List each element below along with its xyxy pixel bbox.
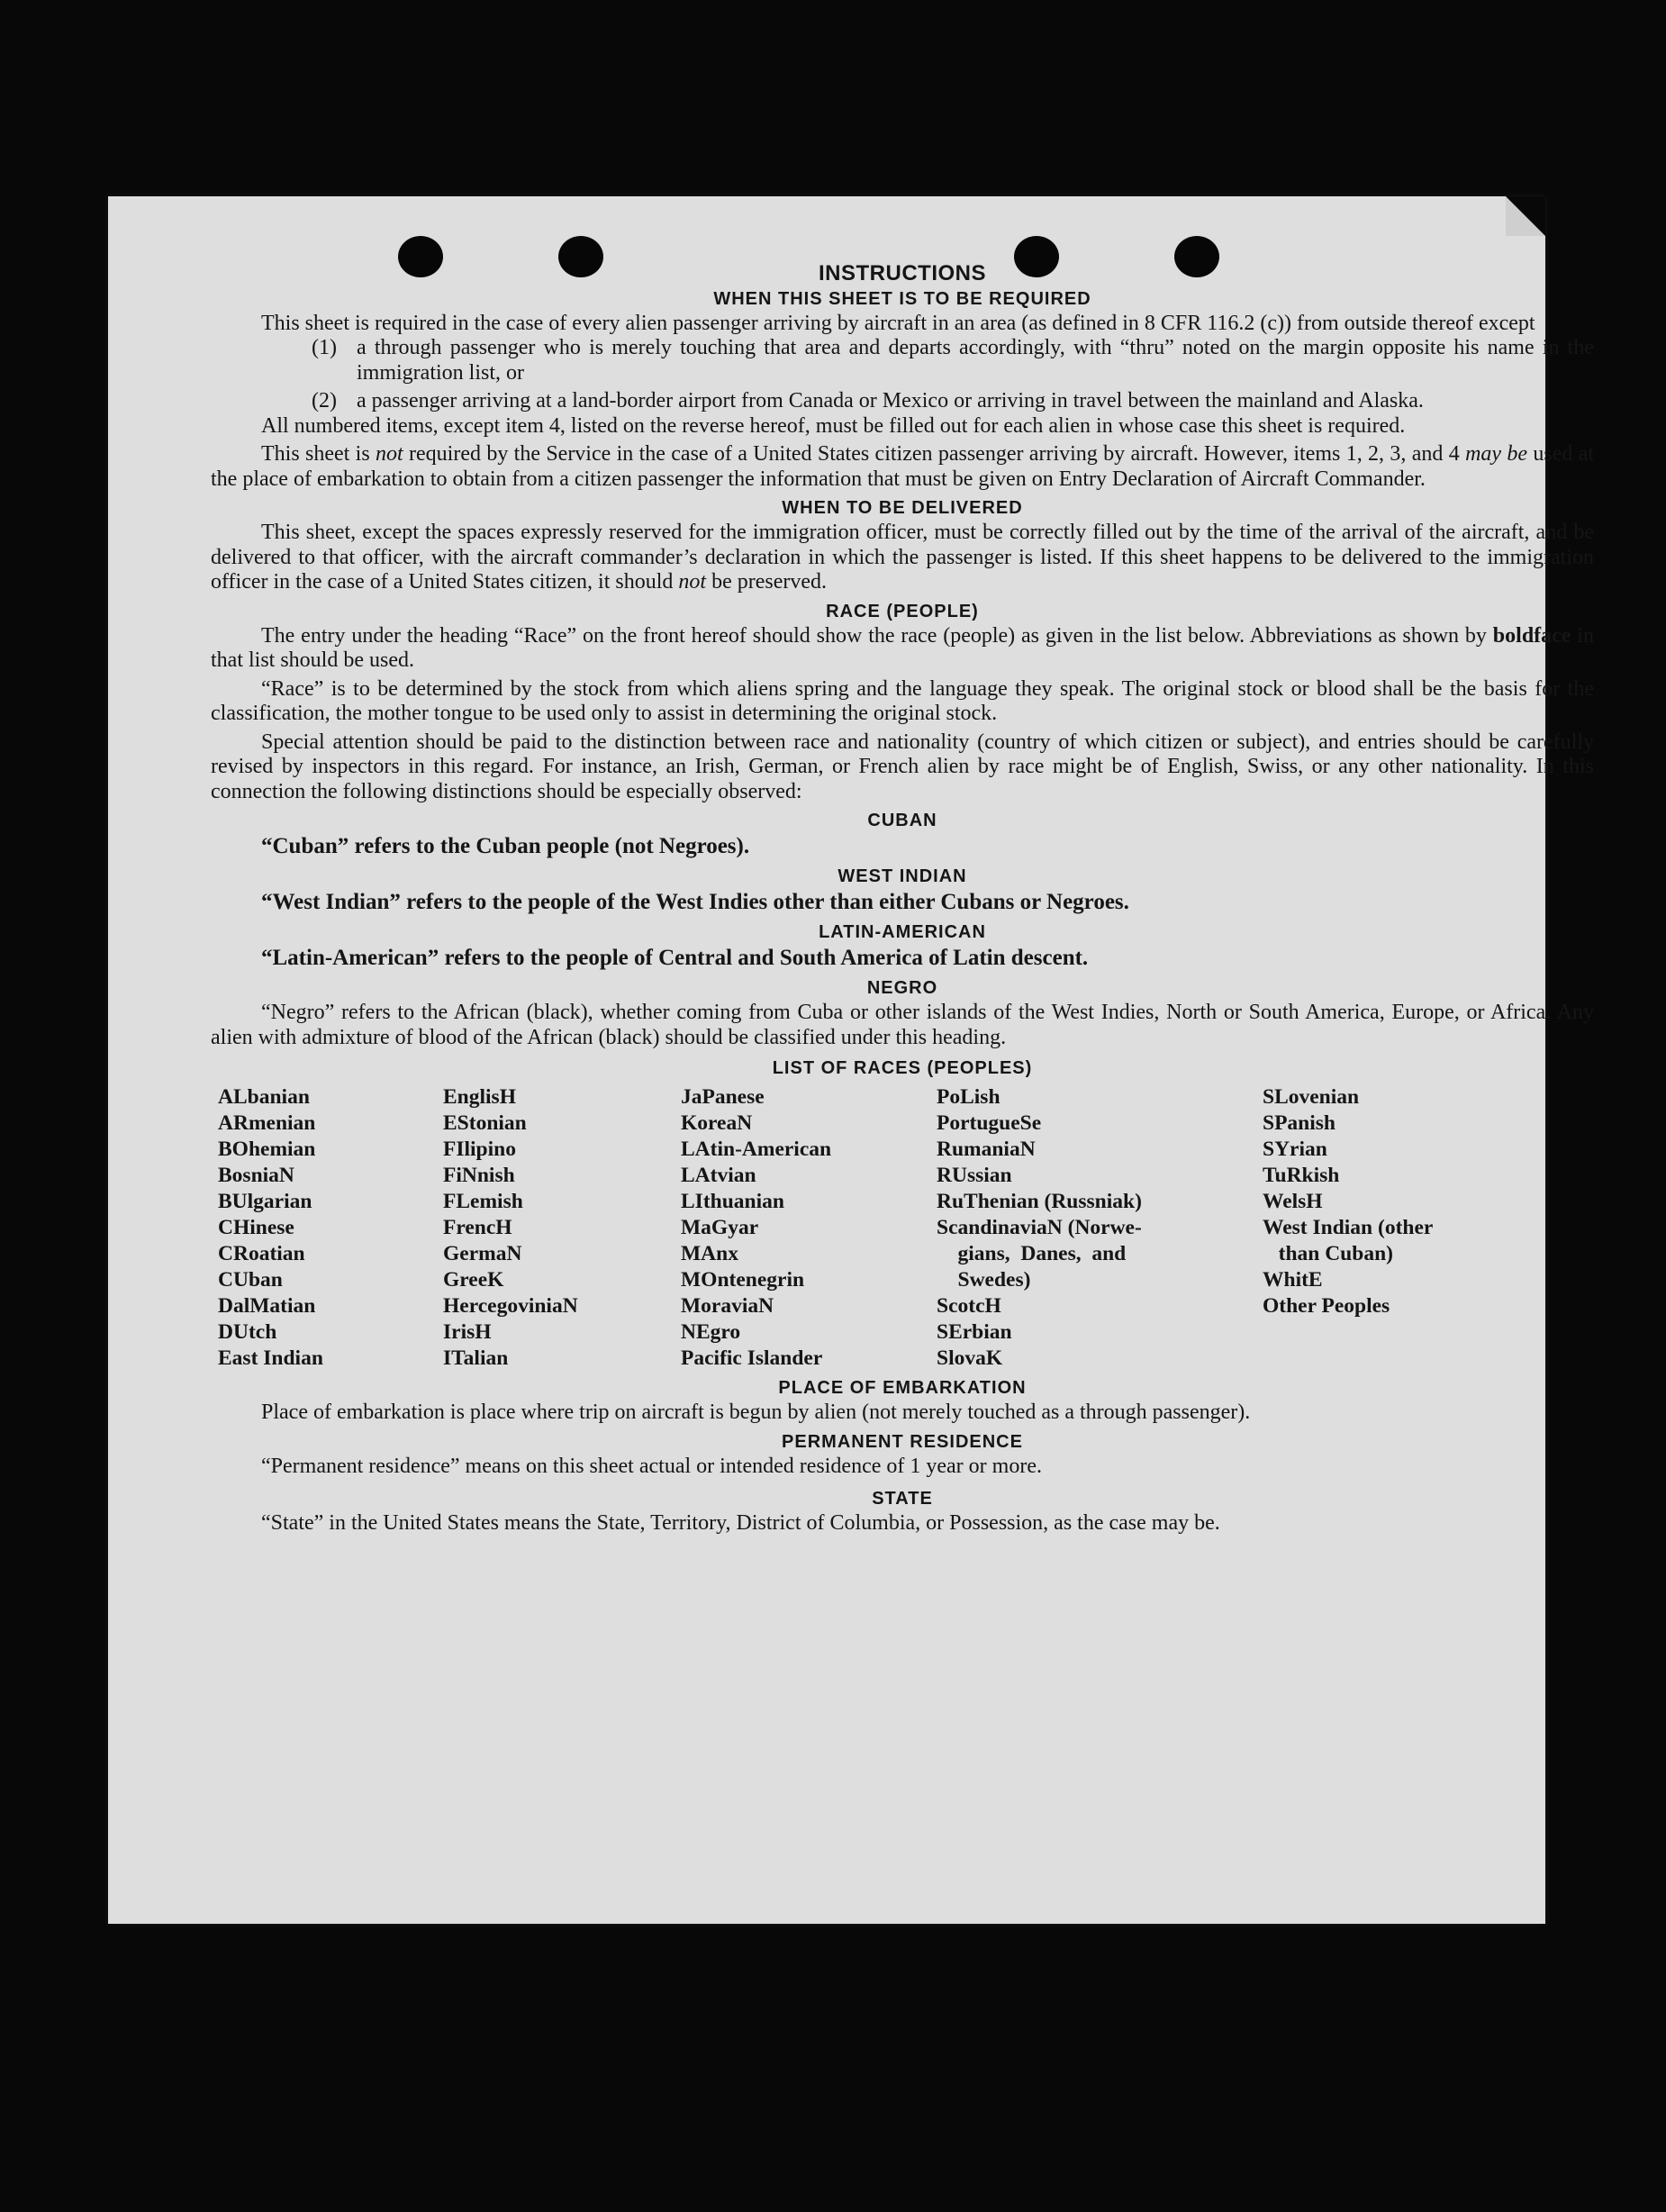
heading-negro: NEGRO <box>866 978 938 998</box>
exception-number: (1) <box>312 336 337 359</box>
race-item: JaPanese <box>681 1085 765 1109</box>
race-item: SLovenian <box>1263 1085 1360 1109</box>
embarkation-text: Place of embarkation is place where trip on aircraft is begun by alien (not merely touched as a through passenger). <box>261 1401 1251 1424</box>
instructions-content <box>211 261 1594 1537</box>
races-column-5 <box>1263 1084 1497 1372</box>
race-item: ARmenian <box>218 1111 316 1135</box>
state-text: “State” in the United States means the State, Territory, District of Columbia, or Possession, as the case may be. <box>261 1511 1220 1535</box>
race-item: ScandinaviaN (Norwe- <box>937 1216 1142 1239</box>
race-item: CHinese <box>218 1216 294 1239</box>
heading-permanent-residence: PERMANENT RESIDENCE <box>782 1431 1023 1452</box>
race-item: SErbian <box>937 1320 1012 1344</box>
race-item: CUban <box>218 1268 283 1292</box>
exception-number: (2) <box>312 389 337 412</box>
delivered-paragraph: This sheet, except the spaces expressly reserved for the immigration officer, must be correctly filled out by the time of the arrival of the aircraft, and be delivered to that officer, with the aircraft commander’s declaration in which the passenger is listed. If this sheet happens to be delivered to the immigration officer in the case of a United States citizen, it should not be preserved. <box>211 521 1594 594</box>
heading-west-indian: WEST INDIAN <box>838 866 967 886</box>
heading-place-of-embarkation: PLACE OF EMBARKATION <box>778 1378 1027 1398</box>
cuban-text: “Cuban” refers to the Cuban people (not Negroes). <box>261 834 750 858</box>
race-item: KoreaN <box>681 1111 753 1135</box>
heading-when-required: WHEN THIS SHEET IS TO BE REQUIRED <box>713 288 1091 309</box>
race-item: NEgro <box>681 1320 741 1344</box>
race-item: SPanish <box>1263 1111 1336 1135</box>
heading-cuban: CUBAN <box>867 811 937 830</box>
race-item: DalMatian <box>218 1294 316 1318</box>
race-item: FIlipino <box>443 1138 516 1161</box>
race-item: PortugueSe <box>937 1111 1042 1135</box>
race-item: MaGyar <box>681 1216 759 1239</box>
race-item: LIthuanian <box>681 1190 784 1213</box>
race-item: WhitE <box>1263 1268 1323 1292</box>
race-item: East Indian <box>218 1346 323 1370</box>
race-item: MAnx <box>681 1242 738 1265</box>
race-item: FrencH <box>443 1216 512 1239</box>
race-paragraph-2: “Race” is to be determined by the stock from which aliens spring and the language they speak. The original stock or blood shall be the basis for the classification, the mother tongue to be used only to assist in determining the original stock. <box>211 676 1594 725</box>
residence-text: “Permanent residence” means on this sheet actual or intended residence of 1 year or more. <box>261 1454 1042 1478</box>
page-title: INSTRUCTIONS <box>819 261 986 286</box>
race-item: ITalian <box>443 1346 509 1370</box>
race-item: TuRkish <box>1263 1164 1340 1187</box>
exception-text: a through passenger who is merely touching that area and departs accordingly, with “thru” noted on the margin opposite his name in the immigration list, or <box>357 336 1594 385</box>
race-item: West Indian (other <box>1263 1216 1434 1239</box>
heading-race: RACE (PEOPLE) <box>826 601 979 621</box>
west-indian-text: “West Indian” refers to the people of the West Indies other than either Cubans or Negroes. <box>261 890 1129 914</box>
race-item: BosniaN <box>218 1164 294 1187</box>
race-item: GreeK <box>443 1268 504 1292</box>
heading-list-of-races: LIST OF RACES (PEOPLES) <box>772 1058 1033 1078</box>
race-item: ALbanian <box>218 1085 310 1109</box>
race-item: EStonian <box>443 1111 527 1135</box>
race-item: Other Peoples <box>1263 1294 1390 1318</box>
folded-corner <box>1506 196 1545 236</box>
race-item: FLemish <box>443 1190 523 1213</box>
race-item: HercegoviniaN <box>443 1294 578 1318</box>
race-item: gians, Danes, and <box>937 1242 1127 1265</box>
race-item: LAtin-American <box>681 1138 832 1161</box>
race-item: BOhemian <box>218 1138 316 1161</box>
race-item: LAtvian <box>681 1164 756 1187</box>
heading-latin-american: LATIN-AMERICAN <box>819 922 986 942</box>
race-paragraph-1: The entry under the heading “Race” on the front hereof should show the race (people) as given in the list below. Abbreviations as shown by boldface in that list should be used. <box>211 623 1595 672</box>
race-item: Pacific Islander <box>681 1346 823 1370</box>
race-item: RuThenian (Russniak) <box>937 1190 1142 1213</box>
race-item: IrisH <box>443 1320 492 1344</box>
race-item: DUtch <box>218 1320 277 1344</box>
race-paragraph-3: Special attention should be paid to the distinction between race and nationality (country of which citizen or subject), and entries should be carefully revised by inspectors in this regard. For instance, an Irish, German, or French alien by race might be of English, Swiss, or any other nationality. In this connection the following distinctions should be especially observed: <box>211 730 1594 803</box>
negro-text: “Negro” refers to the African (black), whether coming from Cuba or other islands of the West Indies, North or South America, Europe, or Africa. Any alien with admixture of blood of the African (black) should be classified under this heading. <box>211 1001 1594 1049</box>
race-item: MoraviaN <box>681 1294 774 1318</box>
race-item: PoLish <box>937 1085 1001 1109</box>
required-intro: This sheet is required in the case of every alien passenger arriving by aircraft in an area (as defined in 8 CFR 116.2 (c)) from outside thereof except <box>261 311 1535 335</box>
race-item: WelsH <box>1263 1190 1323 1213</box>
race-item: BUlgarian <box>218 1190 312 1213</box>
citizen-paragraph: This sheet is not required by the Service in the case of a United States citizen passenger arriving by aircraft. However, items 1, 2, 3, and 4 may be used at the place of embarkation to obtain from a citizen passenger the information that must be given on Entry Declaration of Aircraft Commander. <box>211 442 1595 491</box>
races-column-1 <box>218 1084 443 1372</box>
exception-item <box>312 336 1594 385</box>
exception-text: a passenger arriving at a land-border airport from Canada or Mexico or arriving in travel between the mainland and Alaska. <box>357 389 1424 412</box>
race-item: RumaniaN <box>937 1138 1036 1161</box>
race-item: MOntenegrin <box>681 1268 805 1292</box>
race-item: SYrian <box>1263 1138 1327 1161</box>
latin-american-text: “Latin-American” refers to the people of Central and South America of Latin descent. <box>261 946 1089 970</box>
races-column-2 <box>443 1084 681 1372</box>
races-column-4 <box>937 1084 1263 1372</box>
race-item: FiNnish <box>443 1164 515 1187</box>
race-item: Swedes) <box>937 1268 1031 1292</box>
race-item: RUssian <box>937 1164 1012 1187</box>
document-sheet <box>108 196 1595 1924</box>
race-item: ScotcH <box>937 1294 1001 1318</box>
race-item: EnglisH <box>443 1085 516 1109</box>
races-column-3 <box>681 1084 937 1372</box>
heading-state: STATE <box>872 1489 933 1509</box>
races-list <box>218 1084 1594 1372</box>
race-item: GermaN <box>443 1242 522 1265</box>
heading-when-delivered: WHEN TO BE DELIVERED <box>782 498 1023 518</box>
exception-item <box>312 389 1594 414</box>
race-item: than Cuban) <box>1263 1242 1393 1265</box>
race-item: CRoatian <box>218 1242 305 1265</box>
race-item: SlovaK <box>937 1346 1003 1370</box>
numbered-items-paragraph: All numbered items, except item 4, listed on the reverse hereof, must be filled out for each alien in whose case this sheet is required. <box>261 413 1406 438</box>
